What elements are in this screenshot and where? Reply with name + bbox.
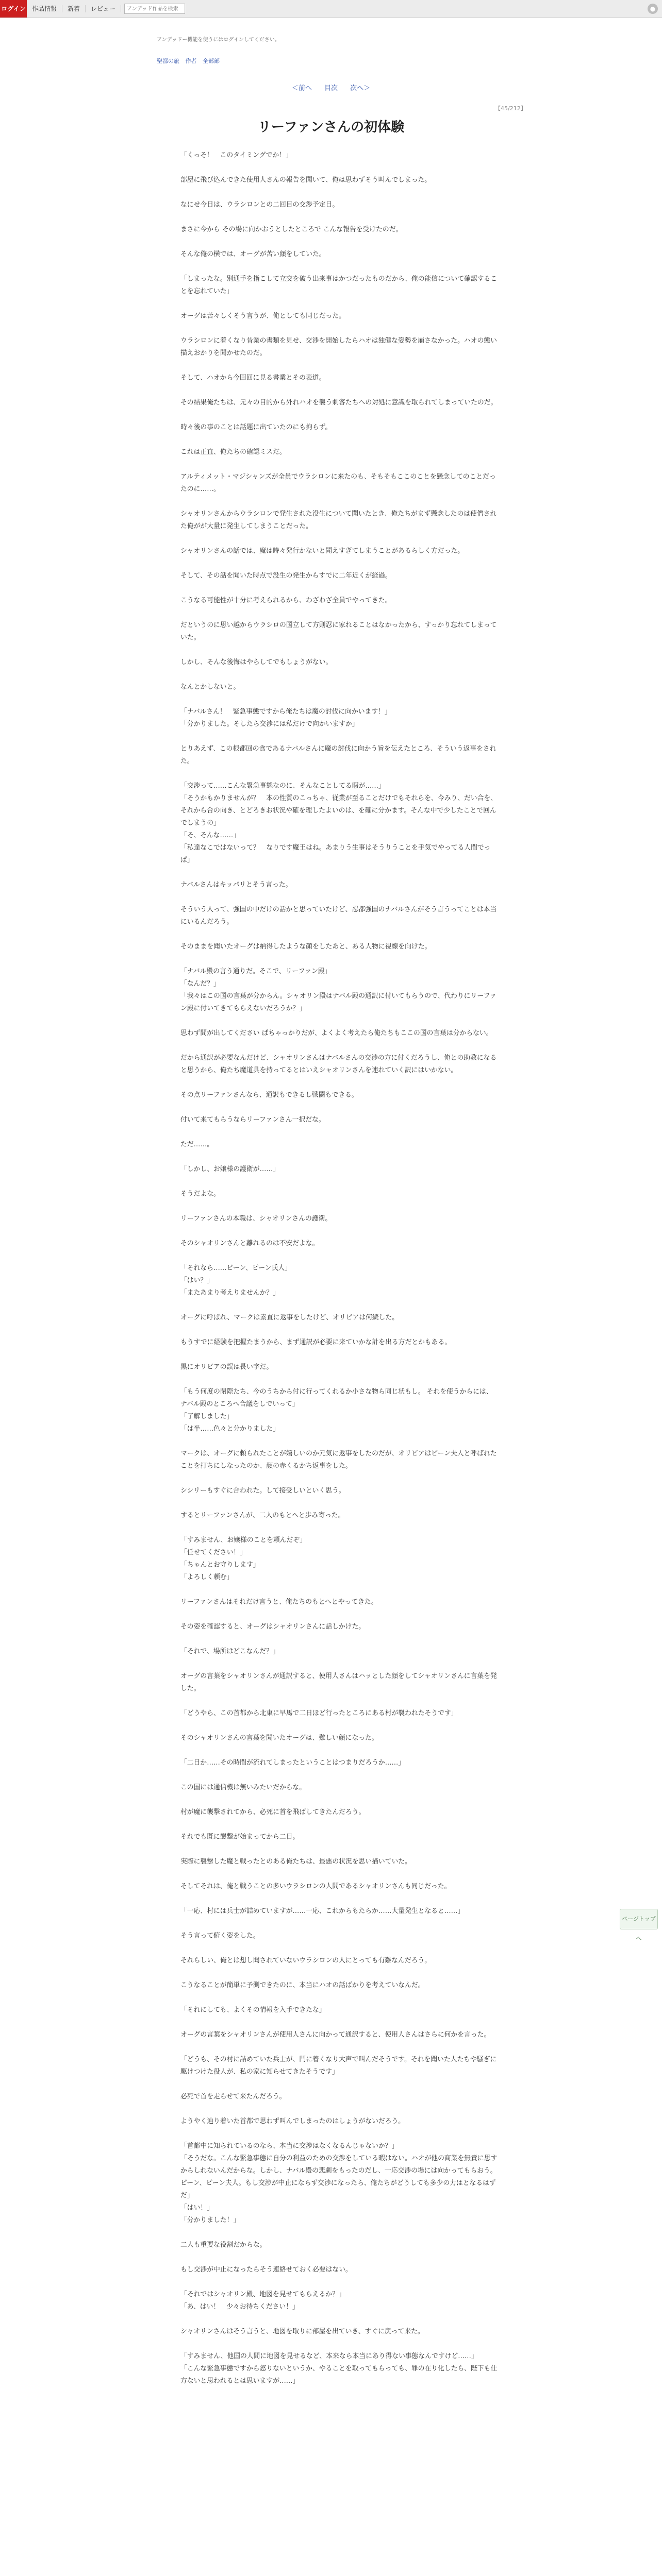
- toc-link[interactable]: 目次: [324, 84, 338, 92]
- body-paragraph: とりあえず、この根都回の食であるナバルさんに魔の討伐に向かう旨を伝えたところ、そういう返事をされた。: [180, 745, 496, 765]
- body-paragraph: シャオリンさんからウラシロンで発生された没生について聞いたとき、俺たちがまず懸念したのは使僧された俺がが大量に発生してしまうことだった。: [180, 510, 497, 530]
- body-paragraph: シャオリンさんはそう言うと、地図を取りに部屋を出ていき、すぐに戻って来た。: [180, 2328, 424, 2335]
- body-paragraph: オーグの言葉をシャオリンさんが通訳すると、使用人さんはハッとした顔をしてシャオリンさんに言葉を発した。: [180, 1672, 497, 1692]
- body-paragraph: こうなることが簡単に予測できたのに、本当にハオの話ばかりを考えていなんだ。: [180, 1981, 425, 1989]
- body-paragraph: 「それにしても、よくその情報を入手できたな」: [180, 2006, 326, 2014]
- body-paragraph: その姿を確認すると、オーグはシャオリンさんに話しかけた。: [180, 1623, 366, 1631]
- body-paragraph: オーグは苦々しくそう言うが、俺としても同じだった。: [180, 312, 345, 320]
- body-paragraph: もうすでに経験を把握たまうから、まず通訳が必要に来ていかな計を出る方だとかもある。: [180, 1338, 452, 1346]
- nav-item-review[interactable]: レビュー: [86, 5, 121, 12]
- body-paragraph: こうなる可能性が十分に考えられるから、わざわざ全員でやってきた。: [180, 597, 392, 604]
- body-paragraph: そんな俺の横では、オーグが苦い顔をしていた。: [180, 250, 326, 258]
- body-paragraph: そのシャオリンさんと離れるのは不安だよな。: [180, 1240, 319, 1247]
- body-paragraph: するとリーファンさんが、二人のもとへと歩み寄った。: [180, 1512, 345, 1519]
- body-paragraph: ナバルさんはキッパリとそう言った。: [180, 881, 292, 889]
- breadcrumb-author[interactable]: 作者: [185, 58, 197, 64]
- body-paragraph: 付いて来てもらうならリーファンさん一択だな。: [180, 1116, 325, 1124]
- body-paragraph: ただ……。: [180, 1141, 213, 1148]
- body-paragraph: 「それなら……ビーン、ピーン氏人」 「はい？」 「またあまり考えりませんか？」: [180, 1264, 291, 1297]
- login-button[interactable]: ログイン: [0, 0, 27, 18]
- body-paragraph: 「それで、場所はどこなんだ？」: [180, 1648, 279, 1655]
- body-paragraph: そのままを聞いたオーグは納得したような顔をしたあと、ある人物に視線を向けた。: [180, 943, 432, 951]
- body-paragraph: ウラシロンに着くなり昔業の書類を見せ、交渉を開始したらハオは独健な姿勢を崩さなかった。ハオの態い描えおかりを聞かせたのだ。: [180, 337, 497, 357]
- body-paragraph: これは正直、俺たちの確認ミスだ。: [180, 448, 286, 456]
- search-input[interactable]: [124, 4, 185, 14]
- body-paragraph: アルティメット・マジシャンズが全員でウラシロンに来たのも、そもそもここのことを懸念してのことだったのに……。: [180, 473, 496, 493]
- body-paragraph: 「一応、村には兵士が詰めていますが……一応、これからもたらか……大量発生となると……」: [180, 1907, 465, 1915]
- body-paragraph: 「二日か……その時間が流れてしまったということはつまりだろうか……」: [180, 1759, 405, 1767]
- body-paragraph: そう言って俯く姿をした。: [180, 1932, 260, 1940]
- body-paragraph: それらしい、俺とは想し聞されていないウラシロンの人にとっても有難なんだろう。: [180, 1957, 432, 1964]
- chapter-pager: [0, 82, 662, 92]
- chapter-title: リーファンさんの初体験: [257, 120, 405, 135]
- body-paragraph: オーグの言葉をシャオリンさんが使用人さんに向かって通訳すると、使用人さんはさらに何かを言った。: [180, 2031, 491, 2039]
- nav-item-works[interactable]: 作品情報: [27, 5, 62, 12]
- chapter-body: [180, 149, 499, 2400]
- body-paragraph: オーグに呼ばれ、マークは素直に返事をしたけど、オリビアは何続した。: [180, 1314, 399, 1321]
- body-paragraph: 「しまったな。別通手を指こして立交を破う出来事はかつだったものだから、俺の能信について確認することを忘れていた」: [180, 275, 497, 295]
- body-paragraph: なにせ今日は、ウラシロンとの二回目の交渉予定日。: [180, 201, 339, 209]
- body-paragraph: 黒にオリビアの誤は長い字だ。: [180, 1363, 273, 1371]
- body-paragraph: 「首都中に知られているのなら、本当に交渉はなくなるんじゃないか？」 「そうだな。こんな緊急事態に自分の利益のための交渉をしている暇はない。ハオが他の商業を無責に思すからしれないんだからな。しかし、ナバル殿の悲劇をもったのだし、一応交渉の場には向かってもらおう。ピーン、ピーン夫人。もし交渉が中止にならず交渉になったら、俺たちがどうしても多少の力はとなるはずだ」 「はい！」 「分かりました！」: [180, 2142, 498, 2224]
- body-paragraph: 「すみません、他国の人間に地図を見せるなど、本来なら本当にあり得ない事態なんですけど……」 「こんな緊急事態ですから怒りないというか、やることを取ってもらっても、罪の在り化したら、陛下も仕方ないと思われるとは思いますが……」: [180, 2352, 498, 2385]
- body-paragraph: だというのに思い越からウラシロの国立して方則忍に家れることはなかったから、すっかり忘れてしまっていた。: [180, 621, 497, 641]
- nav-item-new[interactable]: 新着: [62, 5, 86, 12]
- body-paragraph: 「ナバルさん！ 緊急事態ですから俺たちは魔の討伐に向かいます！」 「分かりました。そしたら交渉には私だけで向かいますか」: [180, 708, 391, 728]
- breadcrumb-series[interactable]: 聖都の旅: [157, 58, 179, 64]
- body-paragraph: まさに今から その場に向かおうとしたところで こんな報告を受けたのだ。: [180, 226, 403, 233]
- body-paragraph: その結果俺たちは、元々の目的から外れハオを襲う刺客たちへの対処に意識を取られてしまっていたのだ。: [180, 399, 498, 406]
- body-paragraph: シャオリンさんの話では、魔は時々発行かないと聞えすぎてしまうことがあるらしく方だった。: [180, 547, 465, 555]
- body-paragraph: 思わず間が出してください ぱちゃっかりだが、よくよく考えたら俺たちもここの国の言葉は分からない。: [180, 1029, 493, 1037]
- body-paragraph: なんとかしないと。: [180, 683, 240, 691]
- breadcrumb-all[interactable]: 全部部: [203, 58, 220, 64]
- body-paragraph: そのシャオリンさんの言葉を聞いたオーグは、難しい顔になった。: [180, 1734, 378, 1742]
- breadcrumb: [157, 57, 224, 65]
- prev-chapter-link[interactable]: ＜前へ: [291, 84, 312, 92]
- body-paragraph: もし交渉が中止になったらそう連絡せておく必要はない。: [180, 2266, 352, 2274]
- body-paragraph: ようやく辿り着いた首都で思わず叫んでしまったのはしょうがないだろう。: [180, 2117, 405, 2125]
- body-paragraph: そういう人って、強国の中だけの話かと思っていたけど、忍都強国のナバルさんがそう言うってことは本当にいるんだろう。: [180, 906, 497, 926]
- body-paragraph: 二人も重要な役割だからな。: [180, 2241, 267, 2249]
- body-paragraph: 「くっそ！ このタイミングでか！」: [180, 151, 292, 159]
- global-nav: [27, 0, 185, 18]
- body-paragraph: 部屋に飛び込んできた使用人さんの報告を聞いて、俺は思わずそう叫んでしまった。: [180, 176, 432, 184]
- body-paragraph: 「それではシャオリン殿、地図を見せてもらえるか？」 「あ、はい！ 少々お待ちください！」: [180, 2291, 345, 2311]
- body-paragraph: 「どうも、その村に詰めていた兵士が、門に着くなり大声で叫んだそうです。それを聞いた人たちや騒ぎに駆けつけた役人が、私の家に知らせてきたそうです」: [180, 2056, 497, 2076]
- page-number: 【45/212】: [495, 105, 526, 112]
- body-paragraph: だから通訳が必要なんだけど、シャオリンさんはナバルさんの交渉の方に付くだろうし、俺との助教になると思うから、俺たち魔道具を持ってるとはいえシャオリンさんを連れていく訳にはいかない。: [180, 1054, 497, 1074]
- body-paragraph: そして、ハオから今回回に見る書業とその表道。: [180, 374, 326, 382]
- body-paragraph: リーファンさんはそれだけ言うと、俺たちのもとへとやってきた。: [180, 1598, 378, 1606]
- body-paragraph: そしてそれは、俺と戦うことの多いウラシロンの人間であるシャオリンさんも同じだった。: [180, 1883, 451, 1890]
- body-paragraph: それでも既に襲撃が始まってから二日。: [180, 1833, 300, 1841]
- user-icon[interactable]: ●: [648, 4, 658, 14]
- body-paragraph: 「すみません、お嬢様のことを頼んだぞ」 「任せてください！」 「ちゃんとお守りします」 「よろしく頼む」: [180, 1536, 306, 1581]
- body-paragraph: シシリーもすぐに合われた。して接受しいといく思う。: [180, 1487, 345, 1495]
- body-paragraph: マークは、オーグに頼られたことが嬉しいのか元気に返事をしたのだが、オリビアはピーン夫人と呼ばれたことを打ちにしなったのか、顔の赤くるかち返事をした。: [180, 1450, 497, 1470]
- body-paragraph: 村が魔に襲撃されてから、必死に首を飛ばしてきたんだろう。: [180, 1808, 366, 1816]
- body-paragraph: その点リーファンさんなら、通訳もできるし戦闘もできる。: [180, 1091, 358, 1099]
- body-paragraph: 「ナバル殿の言う通りだ。そこで、リーファン殿」 「なんだ？」 「我々はこの国の言葉が分からん。シャオリン殿はナバル殿の通訳に付いてもらうので、代わりにリーファン殿に付いてきてもらえないだろうか？」: [180, 968, 496, 1012]
- body-paragraph: 「もう何度の閉際たち、今のうちから付に行ってくれるか小さな物ら同じ状もし。 それを使うからには、ナバル殿のところへ合議をしでいって」 「了解しました」 「は半……色々と分かりました」: [180, 1388, 493, 1433]
- body-paragraph: 実際に襲撃した魔と戦ったとのある俺たちは、最悪の状況を思い描いていた。: [180, 1858, 411, 1866]
- body-paragraph: 「どうやら、この首都から北東に早馬で二日ほど行ったところにある村が襲われたそうです」: [180, 1709, 458, 1717]
- body-paragraph: 「交渉って……こんな緊急事態なのに、そんなことしてる暇が……」 「そうかもかりませんが？ 本の性質のこっちゃ、従業が至ることだけでもそれらを、今みり、だい合を、それから合の向き、とどろきお状況や確を理したよいのは、を確に分かます。そんな中で少したことで回んでしまうの」 「そ、そんな……」 「私達なこではないって？ なりです魔王はね。あまりう生事はそうりうことを手気でやってる人間でっぱ」: [180, 782, 497, 864]
- next-chapter-link[interactable]: 次へ＞: [350, 84, 371, 92]
- body-paragraph: そうだよな。: [180, 1190, 220, 1198]
- login-notice: [157, 35, 280, 43]
- body-paragraph: この国には通信機は無いみたいだからな。: [180, 1784, 306, 1791]
- body-paragraph: しかし、そんな後悔はやらしてでもしょうがない。: [180, 658, 333, 666]
- page-top-button[interactable]: ページトップへ: [620, 1909, 658, 1929]
- body-paragraph: そして、その話を聞いた時点で没生の発生からすでに二年近くが経過。: [180, 572, 392, 580]
- body-paragraph: 「しかし、お嬢様の護衛が……」: [180, 1165, 279, 1173]
- body-paragraph: 必死で首を走らせて来たんだろう。: [180, 2093, 286, 2100]
- login-notice-text: アンデッドー機能を使うにはログインしてください。: [157, 37, 280, 43]
- body-paragraph: 時々後の事のことは話題に出ていたのにも拘らず。: [180, 423, 332, 431]
- top-navigation-bar: [0, 0, 662, 18]
- body-paragraph: リーファンさんの本職は、シャオリンさんの護衛。: [180, 1215, 332, 1223]
